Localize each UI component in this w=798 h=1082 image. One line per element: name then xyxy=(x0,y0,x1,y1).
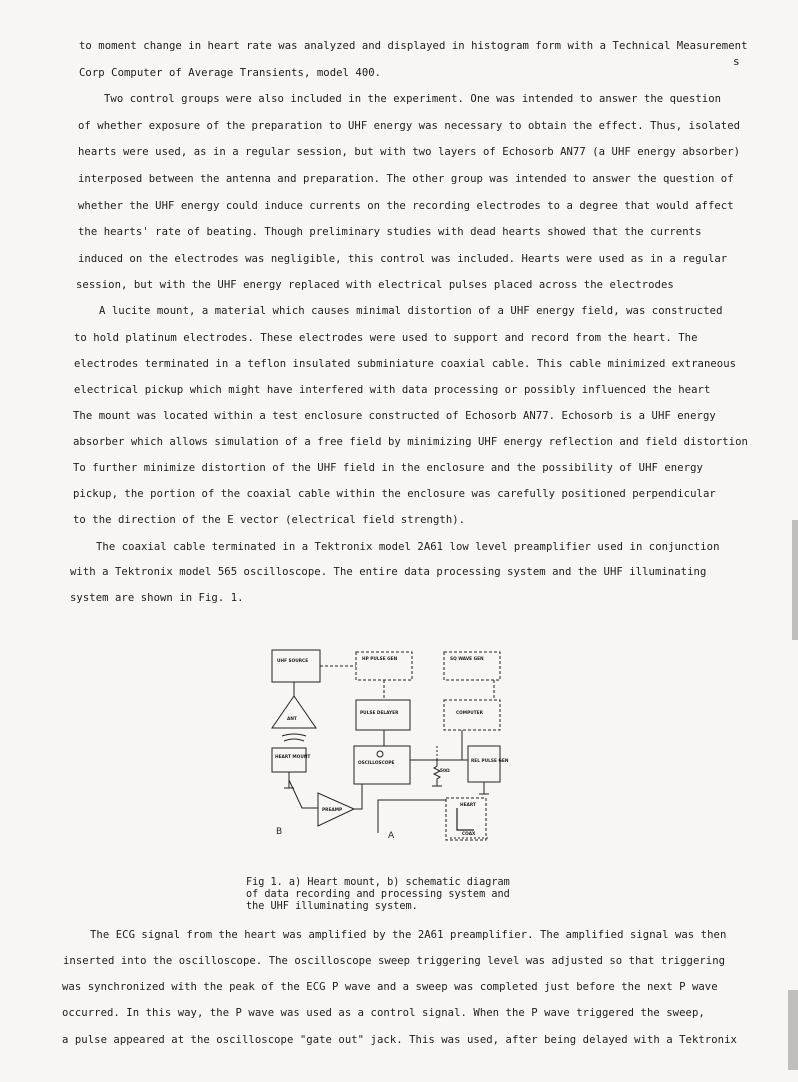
text-line: system are shown in Fig. 1. xyxy=(70,592,244,604)
scan-edge-mark xyxy=(792,520,798,640)
text-line: a pulse appeared at the oscilloscope "gate out" jack. This was used, after being delayed with a Tektronix xyxy=(62,1034,737,1046)
text-line: Corp Computer of Average Transients, model 400. xyxy=(79,67,382,79)
resistor-label: 50Ω xyxy=(440,769,450,774)
text-line: electrical pickup which might have interfered with data processing or possibly influenced the heart xyxy=(74,384,711,396)
text-line: inserted into the oscilloscope. The oscilloscope sweep triggering level was adjusted so that triggering xyxy=(63,955,726,967)
uhf-source-label: UHF SOURCE xyxy=(277,659,309,664)
text-line: induced on the electrodes was negligible, this control was included. Hearts were used as in a regular xyxy=(78,253,728,265)
caption-line: of data recording and processing system and xyxy=(246,889,510,900)
uhf-source-box xyxy=(272,650,320,682)
antenna-label: ANT xyxy=(287,717,297,722)
text-line: absorber which allows simulation of a free field by minimizing UHF energy reflection and field distortion xyxy=(73,436,748,448)
oscilloscope-label: OSCILLOSCOPE xyxy=(358,761,395,766)
text-line: The mount was located within a test enclosure constructed of Echosorb AN77. Echosorb is a UHF energy xyxy=(73,410,716,422)
text-line: was synchronized with the peak of the ECG P wave and a sweep was completed just before the next P wave xyxy=(62,981,718,993)
text-line: to moment change in heart rate was analyzed and displayed in histogram form with a Technical Measurement xyxy=(79,40,748,52)
text-line: session, but with the UHF energy replaced with electrical pulses placed across the electrodes xyxy=(76,279,674,291)
caption-line: Fig 1. a) Heart mount, b) schematic diagram xyxy=(246,877,510,888)
text-line: The ECG signal from the heart was amplified by the 2A61 preamplifier. The amplified signal was then xyxy=(90,929,727,941)
text-line: to hold platinum electrodes. These electrodes were used to support and record from the heart. The xyxy=(74,332,698,344)
text-line: electrodes terminated in a teflon insulated subminiature coaxial cable. This cable minimized extraneous xyxy=(74,358,737,370)
heart-mount-box xyxy=(272,748,306,772)
scan-edge-mark xyxy=(788,990,798,1070)
text-line: of whether exposure of the preparation to UHF energy was necessary to obtain the effect. Thus, isolated xyxy=(78,120,741,132)
text-line: occurred. In this way, the P wave was used as a control signal. When the P wave triggered the sweep, xyxy=(62,1007,705,1019)
figure-label-a: A xyxy=(388,831,395,841)
computer-label: COMPUTER xyxy=(456,711,483,716)
caption-line: the UHF illuminating system. xyxy=(246,901,418,912)
text-line: A lucite mount, a material which causes minimal distortion of a UHF energy field, was constructed xyxy=(99,305,723,317)
figure-schematic xyxy=(262,648,530,848)
sq-wave-gen-label: SQ WAVE GEN xyxy=(450,657,484,662)
text-line: To further minimize distortion of the UHF field in the enclosure and the possibility of UHF energy xyxy=(73,462,703,474)
figure-label-b: B xyxy=(276,827,283,837)
text-line: The coaxial cable terminated in a Tektronix model 2A61 low level preamplifier used in conjunction xyxy=(96,541,720,553)
figure-caption xyxy=(246,877,510,913)
text-line: the hearts' rate of beating. Though preliminary studies with dead hearts showed that the currents xyxy=(78,226,702,238)
text-line: pickup, the portion of the coaxial cable within the enclosure was carefully positioned perpendicular xyxy=(73,488,716,500)
stray-mark: s xyxy=(733,55,740,68)
rel-pulse-gen-box xyxy=(468,746,500,782)
coax-label: COAX xyxy=(462,832,476,837)
rel-pulse-gen-label: REL PULSE GEN xyxy=(471,759,509,764)
text-line: with a Tektronix model 565 oscilloscope. The entire data processing system and the UHF illuminating xyxy=(70,566,707,578)
text-line: Two control groups were also included in the experiment. One was intended to answer the question xyxy=(104,93,722,105)
hp-pulse-gen-label: HP PULSE GEN xyxy=(362,657,398,662)
heart-label: HEART xyxy=(460,803,476,808)
text-line: hearts were used, as in a regular session, but with two layers of Echosorb AN77 (a UHF energy absorber) xyxy=(78,146,741,158)
antenna-shape xyxy=(272,696,316,728)
text-line: whether the UHF energy could induce currents on the recording electrodes to a degree that would affect xyxy=(78,200,734,212)
preamp-label: PREAMP xyxy=(322,808,343,813)
text-line: to the direction of the E vector (electrical field strength). xyxy=(73,514,466,526)
text-line: interposed between the antenna and preparation. The other group was intended to answer the question of xyxy=(78,173,734,185)
heart-mount-label: HEART MOUNT xyxy=(275,755,311,760)
pulse-delayer-label: PULSE DELAYER xyxy=(360,711,399,716)
